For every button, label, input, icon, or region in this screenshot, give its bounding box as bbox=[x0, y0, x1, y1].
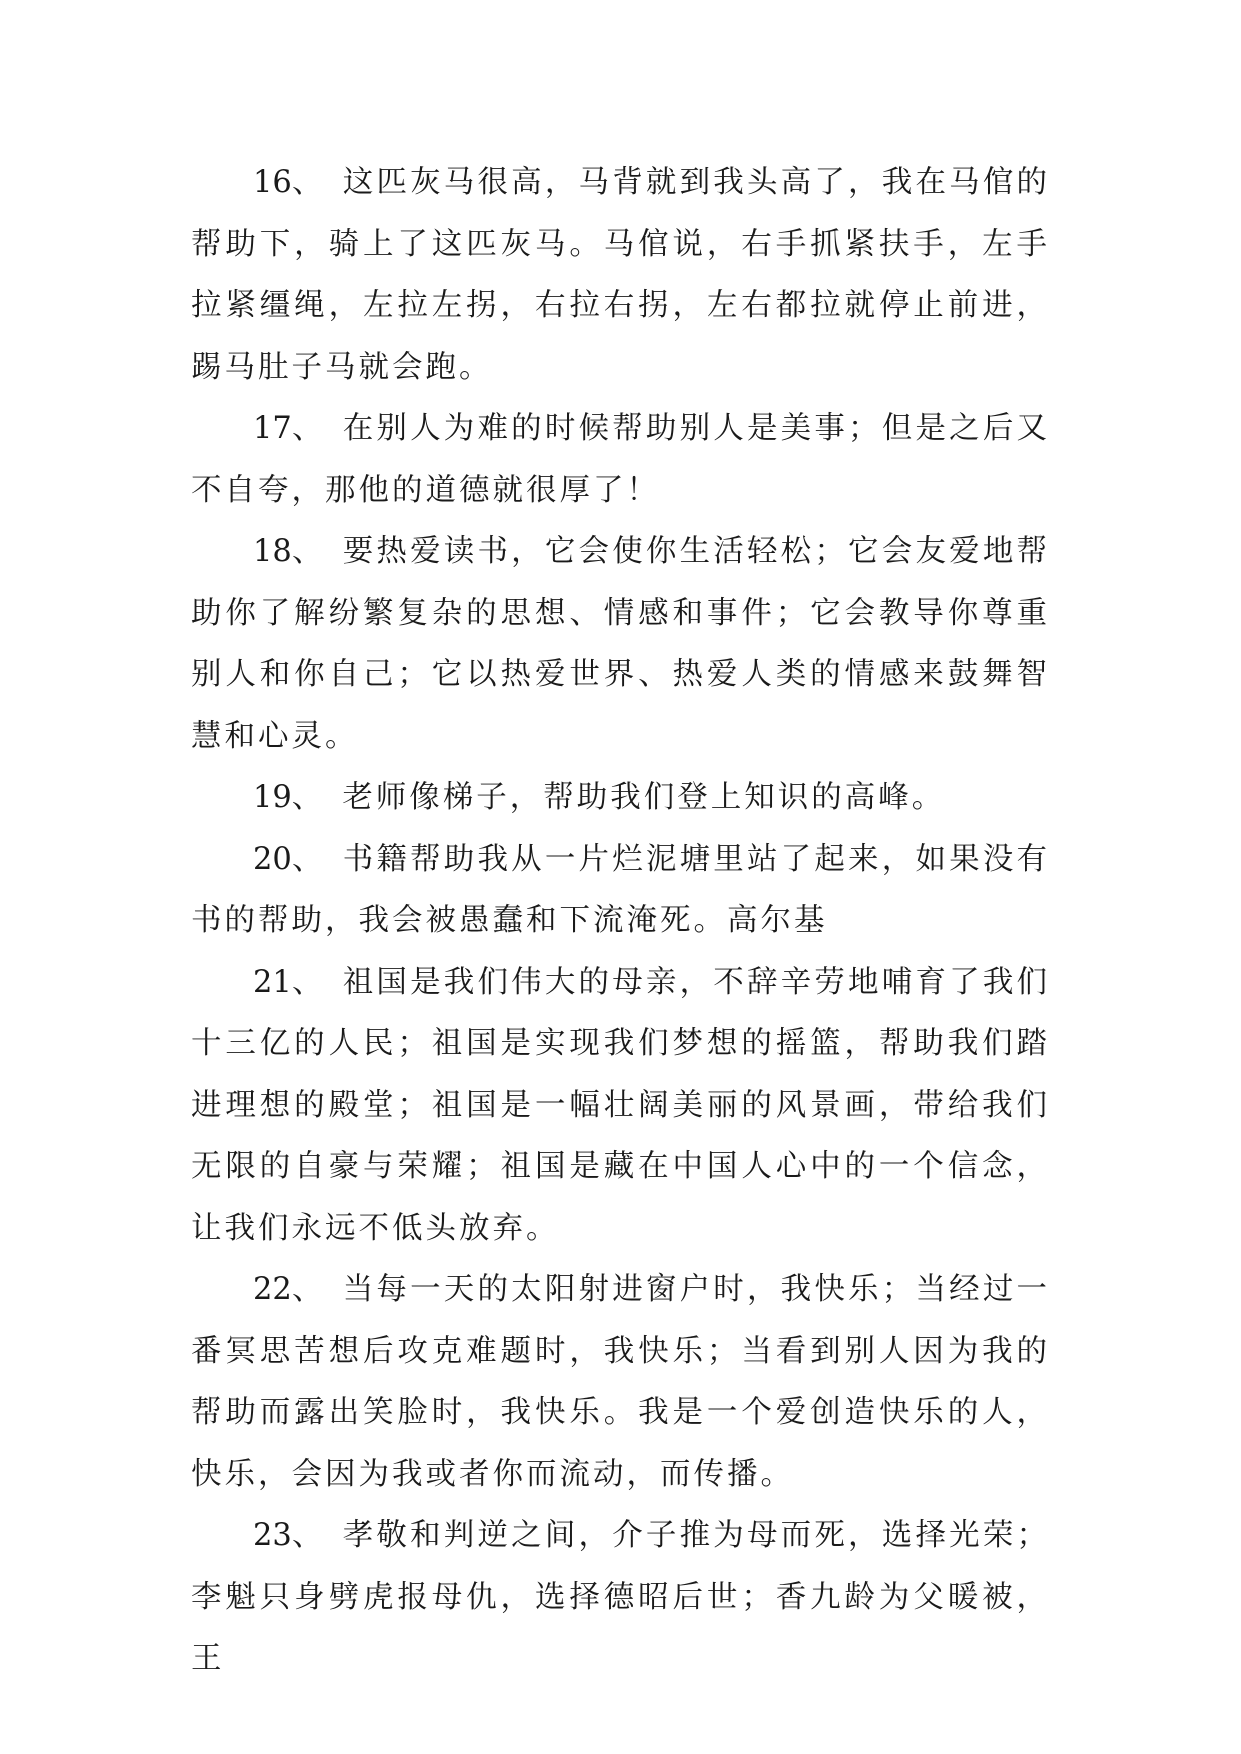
paragraph-19 bbox=[191, 767, 1050, 829]
paragraph-text: 这匹灰马很高，马背就到我头高了，我在马倌的帮助下，骑上了这匹灰马。马倌说，右手抓紧扶手，左手拉紧缰绳，左拉左拐，右拉右拐，左右都拉就停止前进，踢马肚子马就会跑。 bbox=[191, 165, 1051, 385]
paragraph-23 bbox=[191, 1505, 1050, 1690]
paragraph-number: 19、 bbox=[253, 780, 323, 815]
paragraph-text: 书籍帮助我从一片烂泥塘里站了起来，如果没有书的帮助，我会被愚蠢和下流淹死。高尔基 bbox=[191, 841, 1051, 938]
paragraph-22 bbox=[191, 1259, 1050, 1505]
paragraph-number: 20、 bbox=[253, 841, 323, 877]
paragraph-text: 孝敬和判逆之间，介子推为母而死，选择光荣；李魁只身劈虎报母仇，选择德昭后世；香九龄为父暖被，王 bbox=[191, 1518, 1051, 1676]
paragraph-20 bbox=[191, 829, 1050, 952]
paragraph-text: 祖国是我们伟大的母亲，不辞辛劳地哺育了我们十三亿的人民；祖国是实现我们梦想的摇篮，帮助我们踏进理想的殿堂；祖国是一幅壮阔美丽的风景画，带给我们无限的自豪与荣耀；祖国是藏在中国人心中的一个信念，让我们永远不低头放弃。 bbox=[191, 964, 1051, 1246]
paragraph-21 bbox=[191, 952, 1050, 1260]
paragraph-17 bbox=[191, 398, 1050, 521]
paragraph-number: 16、 bbox=[253, 165, 323, 200]
paragraph-number: 23、 bbox=[253, 1518, 323, 1553]
paragraph-number: 22、 bbox=[253, 1272, 323, 1307]
paragraph-number: 18、 bbox=[253, 534, 323, 569]
paragraph-18 bbox=[191, 521, 1050, 767]
paragraph-text: 在别人为难的时候帮助别人是美事；但是之后又不自夸，那他的道德就很厚了！ bbox=[191, 411, 1051, 508]
paragraph-number: 17、 bbox=[253, 411, 323, 446]
paragraph-number: 21、 bbox=[253, 964, 323, 1000]
paragraph-text: 要热爱读书，它会使你生活轻松；它会友爱地帮助你了解纷繁复杂的思想、情感和事件；它会教导你尊重别人和你自己；它以热爱世界、热爱人类的情感来鼓舞智慧和心灵。 bbox=[191, 534, 1051, 754]
document-body bbox=[191, 152, 1050, 1690]
paragraph-text: 当每一天的太阳射进窗户时，我快乐；当经过一番冥思苦想后攻克难题时，我快乐；当看到别人因为我的帮助而露出笑脸时，我快乐。我是一个爱创造快乐的人，快乐，会因为我或者你而流动，而传播。 bbox=[191, 1272, 1051, 1492]
paragraph-16 bbox=[191, 152, 1050, 398]
paragraph-text: 老师像梯子，帮助我们登上知识的高峰。 bbox=[342, 780, 946, 815]
